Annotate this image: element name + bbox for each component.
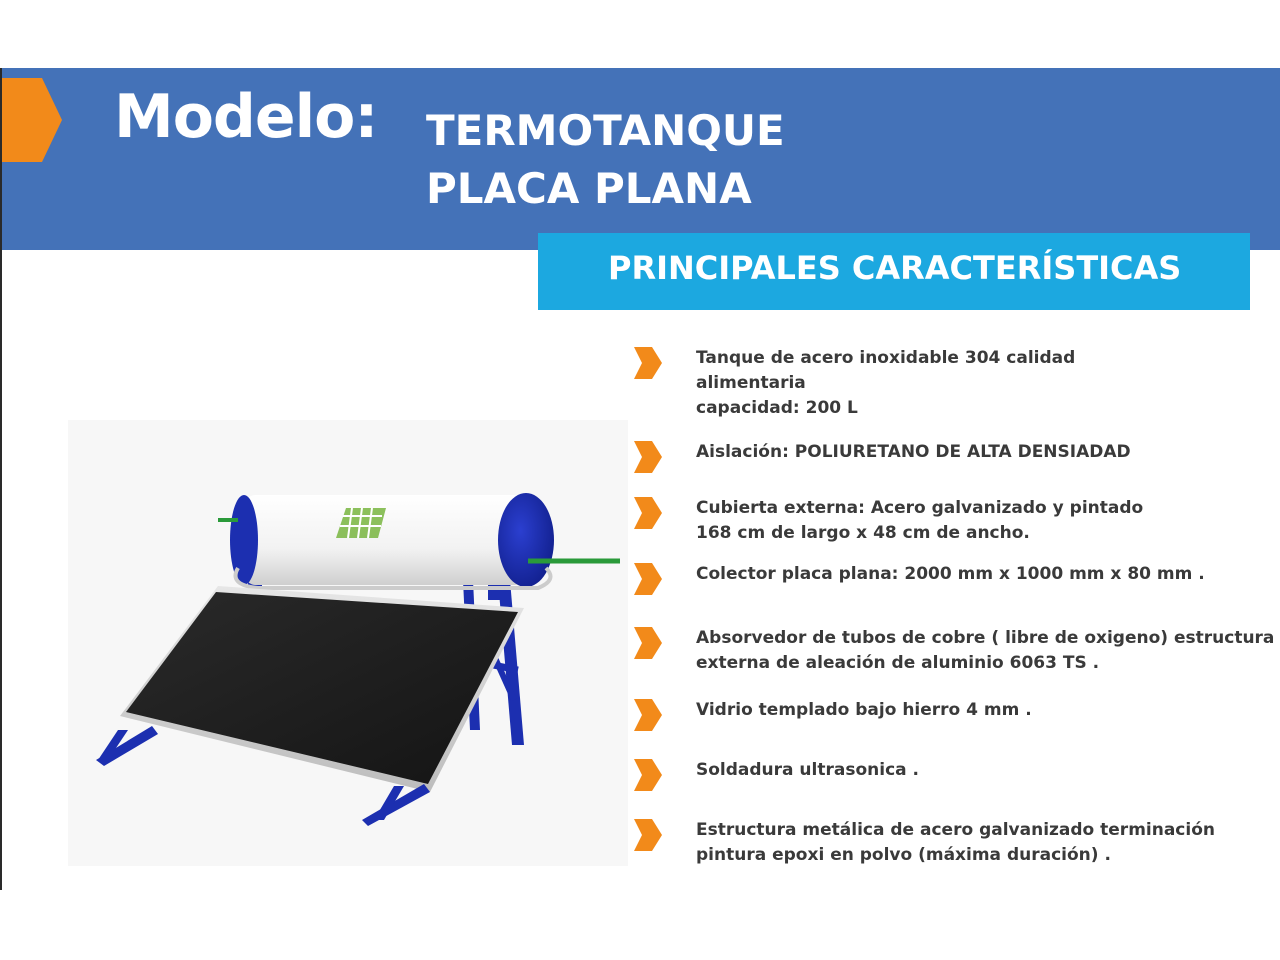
solar-water-heater-image <box>68 420 628 866</box>
feature-line: pintura epoxi en polvo (máxima duración) . <box>696 845 1111 865</box>
model-name <box>426 102 785 218</box>
model-name-line-1: TERMOTANQUE <box>426 106 785 155</box>
feature-text <box>696 346 1280 421</box>
orange-chevron-icon <box>632 626 664 660</box>
title-label: Modelo: <box>114 82 378 152</box>
feature-line: externa de aleación de aluminio 6063 TS . <box>696 653 1100 673</box>
orange-chevron-icon <box>632 818 664 852</box>
feature-line: Colector placa plana: 2000 mm x 1000 mm x 80 mm . <box>696 564 1205 584</box>
feature-line: Soldadura ultrasonica . <box>696 760 920 780</box>
orange-chevron-icon <box>632 346 664 380</box>
feature-text <box>696 496 1280 546</box>
feature-line: Cubierta externa: Acero galvanizado y pintado <box>696 498 1144 518</box>
section-header <box>538 233 1250 310</box>
orange-arrow-icon <box>2 78 62 162</box>
feature-text <box>696 818 1280 868</box>
feature-line: alimentaria <box>696 373 806 393</box>
feature-line: 168 cm de largo x 48 cm de ancho. <box>696 523 1030 543</box>
feature-text <box>696 758 1280 783</box>
feature-line: Aislación: POLIURETANO DE ALTA DENSIADAD <box>696 442 1131 462</box>
orange-chevron-icon <box>632 440 664 474</box>
feature-line: Vidrio templado bajo hierro 4 mm . <box>696 700 1032 720</box>
feature-text <box>696 440 1280 465</box>
header-band <box>2 68 1280 250</box>
orange-chevron-icon <box>632 496 664 530</box>
orange-chevron-icon <box>632 758 664 792</box>
orange-chevron-icon <box>632 562 664 596</box>
feature-text <box>696 698 1280 723</box>
feature-text <box>696 562 1280 587</box>
orange-chevron-icon <box>632 698 664 732</box>
model-name-line-2: PLACA PLANA <box>426 164 752 213</box>
feature-line: capacidad: 200 L <box>696 398 858 418</box>
feature-text <box>696 626 1280 676</box>
slide <box>0 68 1280 890</box>
feature-line: Absorvedor de tubos de cobre ( libre de oxigeno) estructura <box>696 628 1275 648</box>
feature-line: Estructura metálica de acero galvanizado terminación <box>696 820 1215 840</box>
section-title: PRINCIPALES CARACTERÍSTICAS <box>608 249 1182 287</box>
feature-line: Tanque de acero inoxidable 304 calidad <box>696 348 1076 368</box>
